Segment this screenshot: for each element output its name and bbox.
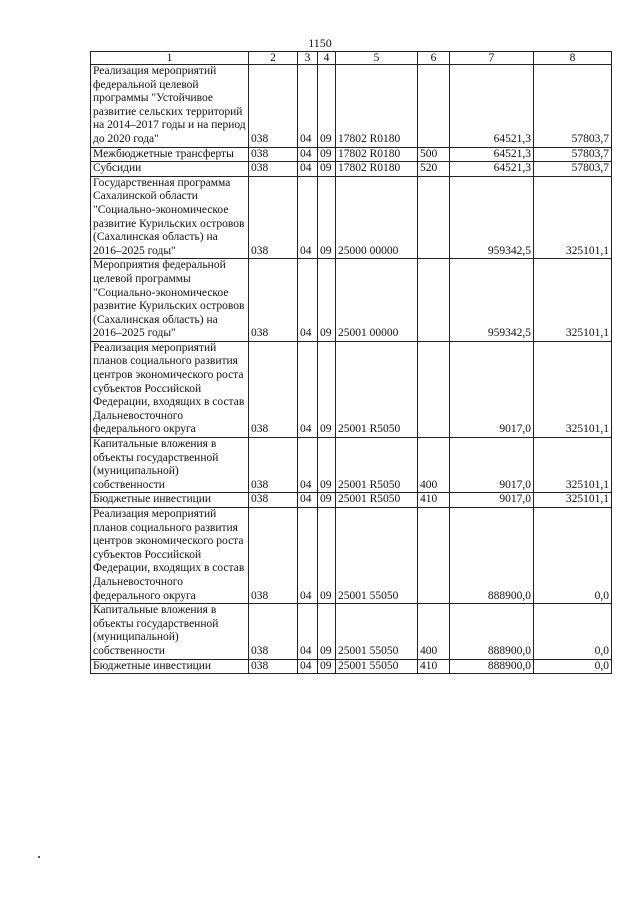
row-name-cell: Реализация мероприятий федеральной целевой программы "Устойчивое развитие сельских территорий на 2014–2017 годы и на период до 2020 года": [91, 65, 249, 148]
table-row: [91, 438, 612, 493]
amount-year2-cell: 325101,1: [534, 493, 612, 508]
table-row: [91, 508, 612, 604]
column-header: 3: [298, 52, 318, 65]
admin-code-cell: 038: [249, 341, 298, 437]
section-code-cell: 04: [298, 659, 318, 674]
section-code-cell: 04: [298, 438, 318, 493]
amount-year2-cell: 0,0: [534, 659, 612, 674]
row-name-cell: Капитальные вложения в объекты государственной (муниципальной) собственности: [91, 438, 249, 493]
admin-code-cell: 038: [249, 147, 298, 162]
amount-year1-cell: 888900,0: [450, 508, 534, 604]
amount-year1-cell: 9017,0: [450, 493, 534, 508]
amount-year1-cell: 9017,0: [450, 438, 534, 493]
subsection-code-cell: 09: [318, 493, 336, 508]
amount-year2-cell: 325101,1: [534, 341, 612, 437]
subsection-code-cell: 09: [318, 341, 336, 437]
amount-year1-cell: 959342,5: [450, 259, 534, 342]
admin-code-cell: 038: [249, 508, 298, 604]
row-name-cell: Капитальные вложения в объекты государственной (муниципальной) собственности: [91, 604, 249, 659]
subsection-code-cell: 09: [318, 176, 336, 259]
expense-type-cell: 400: [418, 438, 450, 493]
column-header: 7: [450, 52, 534, 65]
row-name-cell: Межбюджетные трансферты: [91, 147, 249, 162]
amount-year2-cell: 57803,7: [534, 147, 612, 162]
table-row: [91, 493, 612, 508]
subsection-code-cell: 09: [318, 659, 336, 674]
target-article-cell: 25001 R5050: [336, 493, 418, 508]
target-article-cell: 25001 55050: [336, 604, 418, 659]
column-header: 5: [336, 52, 418, 65]
target-article-cell: 25001 55050: [336, 508, 418, 604]
target-article-cell: 25001 00000: [336, 259, 418, 342]
amount-year1-cell: 64521,3: [450, 162, 534, 177]
admin-code-cell: 038: [249, 604, 298, 659]
column-header: 1: [91, 52, 249, 65]
expense-type-cell: 410: [418, 659, 450, 674]
expense-type-cell: 500: [418, 147, 450, 162]
target-article-cell: 25001 R5050: [336, 341, 418, 437]
target-article-cell: 17802 R0180: [336, 147, 418, 162]
subsection-code-cell: 09: [318, 259, 336, 342]
amount-year1-cell: 9017,0: [450, 341, 534, 437]
admin-code-cell: 038: [249, 659, 298, 674]
table-row: [91, 659, 612, 674]
amount-year1-cell: 888900,0: [450, 604, 534, 659]
scan-speck: [38, 856, 40, 858]
amount-year2-cell: 57803,7: [534, 162, 612, 177]
table-row: [91, 162, 612, 177]
page-number: 1150: [308, 36, 332, 50]
admin-code-cell: 038: [249, 493, 298, 508]
table-header-row: [91, 52, 612, 65]
amount-year1-cell: 64521,3: [450, 147, 534, 162]
subsection-code-cell: 09: [318, 604, 336, 659]
amount-year1-cell: 64521,3: [450, 65, 534, 148]
subsection-code-cell: 09: [318, 65, 336, 148]
subsection-code-cell: 09: [318, 438, 336, 493]
expense-type-cell: [418, 176, 450, 259]
row-name-cell: Реализация мероприятий планов социального развития центров экономического роста субъектов Российской Федерации, входящих в состав Дальневосточного федерального округа: [91, 341, 249, 437]
section-code-cell: 04: [298, 493, 318, 508]
subsection-code-cell: 09: [318, 508, 336, 604]
subsection-code-cell: 09: [318, 162, 336, 177]
section-code-cell: 04: [298, 176, 318, 259]
expense-type-cell: [418, 341, 450, 437]
column-header: 4: [318, 52, 336, 65]
table-row: [91, 604, 612, 659]
section-code-cell: 04: [298, 341, 318, 437]
amount-year2-cell: 0,0: [534, 508, 612, 604]
column-header: 2: [249, 52, 298, 65]
section-code-cell: 04: [298, 162, 318, 177]
expense-type-cell: 410: [418, 493, 450, 508]
amount-year2-cell: 57803,7: [534, 65, 612, 148]
table-row: [91, 65, 612, 148]
subsection-code-cell: 09: [318, 147, 336, 162]
row-name-cell: Субсидии: [91, 162, 249, 177]
amount-year2-cell: 0,0: [534, 604, 612, 659]
target-article-cell: 25001 55050: [336, 659, 418, 674]
expense-type-cell: 400: [418, 604, 450, 659]
section-code-cell: 04: [298, 508, 318, 604]
amount-year2-cell: 325101,1: [534, 438, 612, 493]
table-row: [91, 341, 612, 437]
row-name-cell: Мероприятия федеральной целевой программы "Социально-экономическое развитие Курильских островов (Сахалинская область) на 2016–2025 годы": [91, 259, 249, 342]
amount-year1-cell: 888900,0: [450, 659, 534, 674]
target-article-cell: 25001 R5050: [336, 438, 418, 493]
row-name-cell: Бюджетные инвестиции: [91, 493, 249, 508]
table-row: [91, 259, 612, 342]
expense-type-cell: [418, 508, 450, 604]
table-row: [91, 147, 612, 162]
table-row: [91, 176, 612, 259]
target-article-cell: 17802 R0180: [336, 162, 418, 177]
section-code-cell: 04: [298, 259, 318, 342]
column-header: 6: [418, 52, 450, 65]
row-name-cell: Бюджетные инвестиции: [91, 659, 249, 674]
row-name-cell: Государственная программа Сахалинской области "Социально-экономическое развитие Курильских островов (Сахалинская область) на 2016–2025 годы": [91, 176, 249, 259]
amount-year2-cell: 325101,1: [534, 176, 612, 259]
column-header: 8: [534, 52, 612, 65]
amount-year1-cell: 959342,5: [450, 176, 534, 259]
budget-table: [90, 51, 612, 674]
admin-code-cell: 038: [249, 65, 298, 148]
target-article-cell: 17802 R0180: [336, 65, 418, 148]
section-code-cell: 04: [298, 147, 318, 162]
admin-code-cell: 038: [249, 438, 298, 493]
admin-code-cell: 038: [249, 162, 298, 177]
admin-code-cell: 038: [249, 259, 298, 342]
target-article-cell: 25000 00000: [336, 176, 418, 259]
row-name-cell: Реализация мероприятий планов социального развития центров экономического роста субъектов Российской Федерации, входящих в состав Дальневосточного федерального округа: [91, 508, 249, 604]
section-code-cell: 04: [298, 65, 318, 148]
amount-year2-cell: 325101,1: [534, 259, 612, 342]
expense-type-cell: 520: [418, 162, 450, 177]
admin-code-cell: 038: [249, 176, 298, 259]
section-code-cell: 04: [298, 604, 318, 659]
expense-type-cell: [418, 65, 450, 148]
expense-type-cell: [418, 259, 450, 342]
